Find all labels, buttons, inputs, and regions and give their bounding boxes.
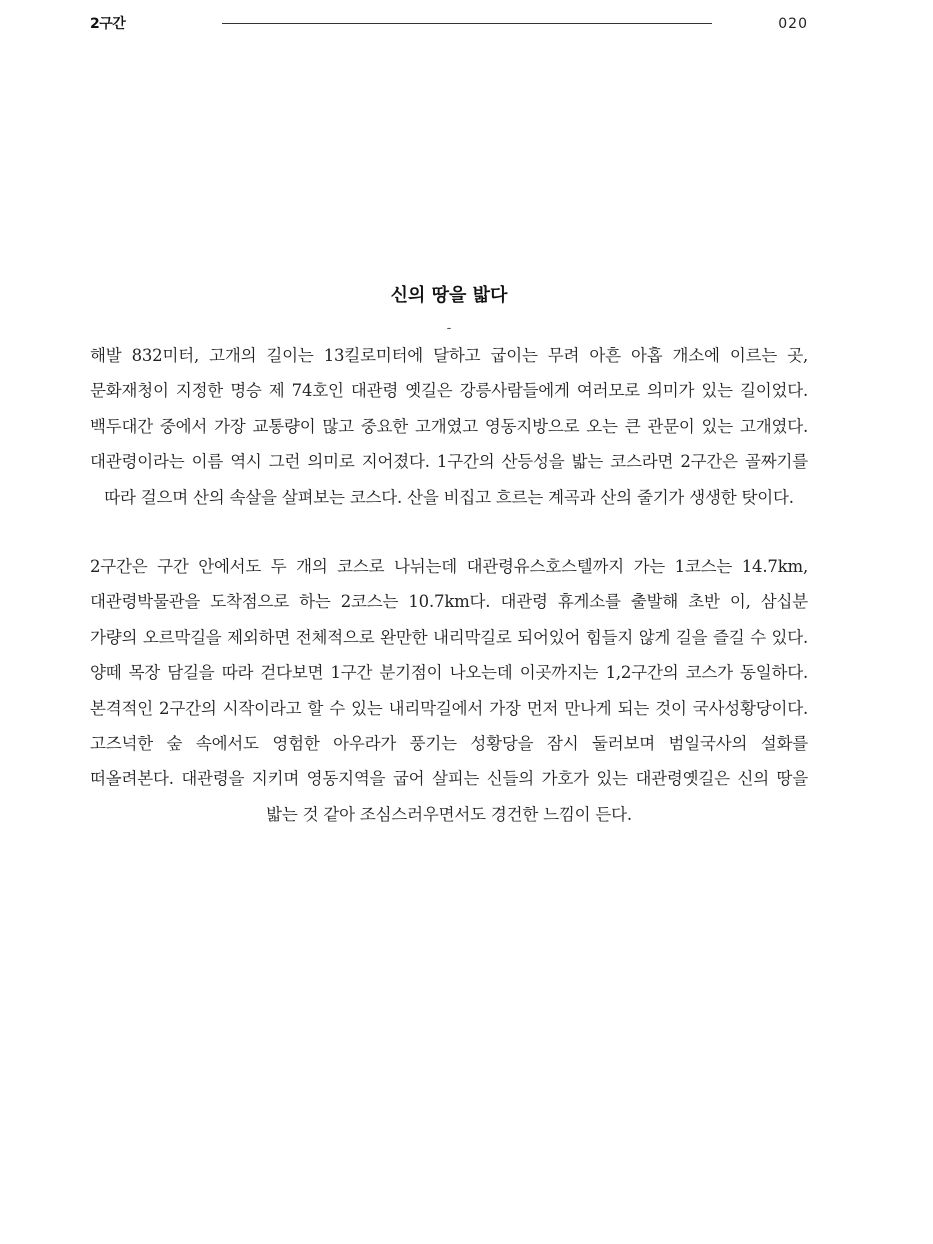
title-dash: - bbox=[446, 320, 452, 336]
paragraph-1: 해발 832미터, 고개의 길이는 13킬로미터에 달하고 굽이는 무려 아흔 아홉 개소에 이르는 곳, 문화재청이 지정한 명승 제 74호인 대관령 옛길은 강릉사람들에게 여러모로 의미가 있는 길이었다. 백두대간 중에서 가장 교통량이 많고 중요한 고개였고 영동지방으로 오는 큰 관문이 있는 고개였다. 대관령이라는 이름 역시 그런 의미로 지어졌다. 1구간의 산등성을 밟는 코스라면 2구간은 골짜기를 따라 걸으며 산의 속살을 살펴보는 코스다. 산을 비집고 흐르는 계곡과 산의 줄기가 생생한 탓이다. bbox=[90, 346, 808, 507]
article-title: 신의 땅을 밟다 bbox=[390, 285, 508, 306]
page-number: 020 bbox=[778, 16, 808, 32]
section-label: 2구간 bbox=[90, 16, 126, 32]
header-rule bbox=[222, 23, 712, 24]
paragraph-2: 2구간은 구간 안에서도 두 개의 코스로 나뉘는데 대관령유스호스텔까지 가는 1코스는 14.7km, 대관령박물관을 도착점으로 하는 2코스는 10.7km다. 대관령 휴게소를 출발해 초반 이, 삼십분 가량의 오르막길을 제외하면 전체적으로 완만한 내리막길로 되어있어 힘들지 않게 길을 즐길 수 있다. 양떼 목장 담길을 따라 걷다보면 1구간 분기점이 나오는데 이곳까지는 1,2구간의 코스가 동일하다. 본격적인 2구간의 시작이라고 할 수 있는 내리막길에서 가장 먼저 만나게 되는 것이 국사성황당이다. 고즈넉한 숲 속에서도 영험한 아우라가 풍기는 성황당을 잠시 둘러보며 범일국사의 설화를 떠올려본다. 대관령을 지키며 영동지역을 굽어 살피는 신들의 가호가 있는 대관령옛길은 신의 땅을 밟는 것 같아 조심스러우면서도 경건한 느낌이 든다. bbox=[90, 557, 808, 824]
article bbox=[90, 282, 808, 832]
running-header bbox=[90, 14, 808, 34]
